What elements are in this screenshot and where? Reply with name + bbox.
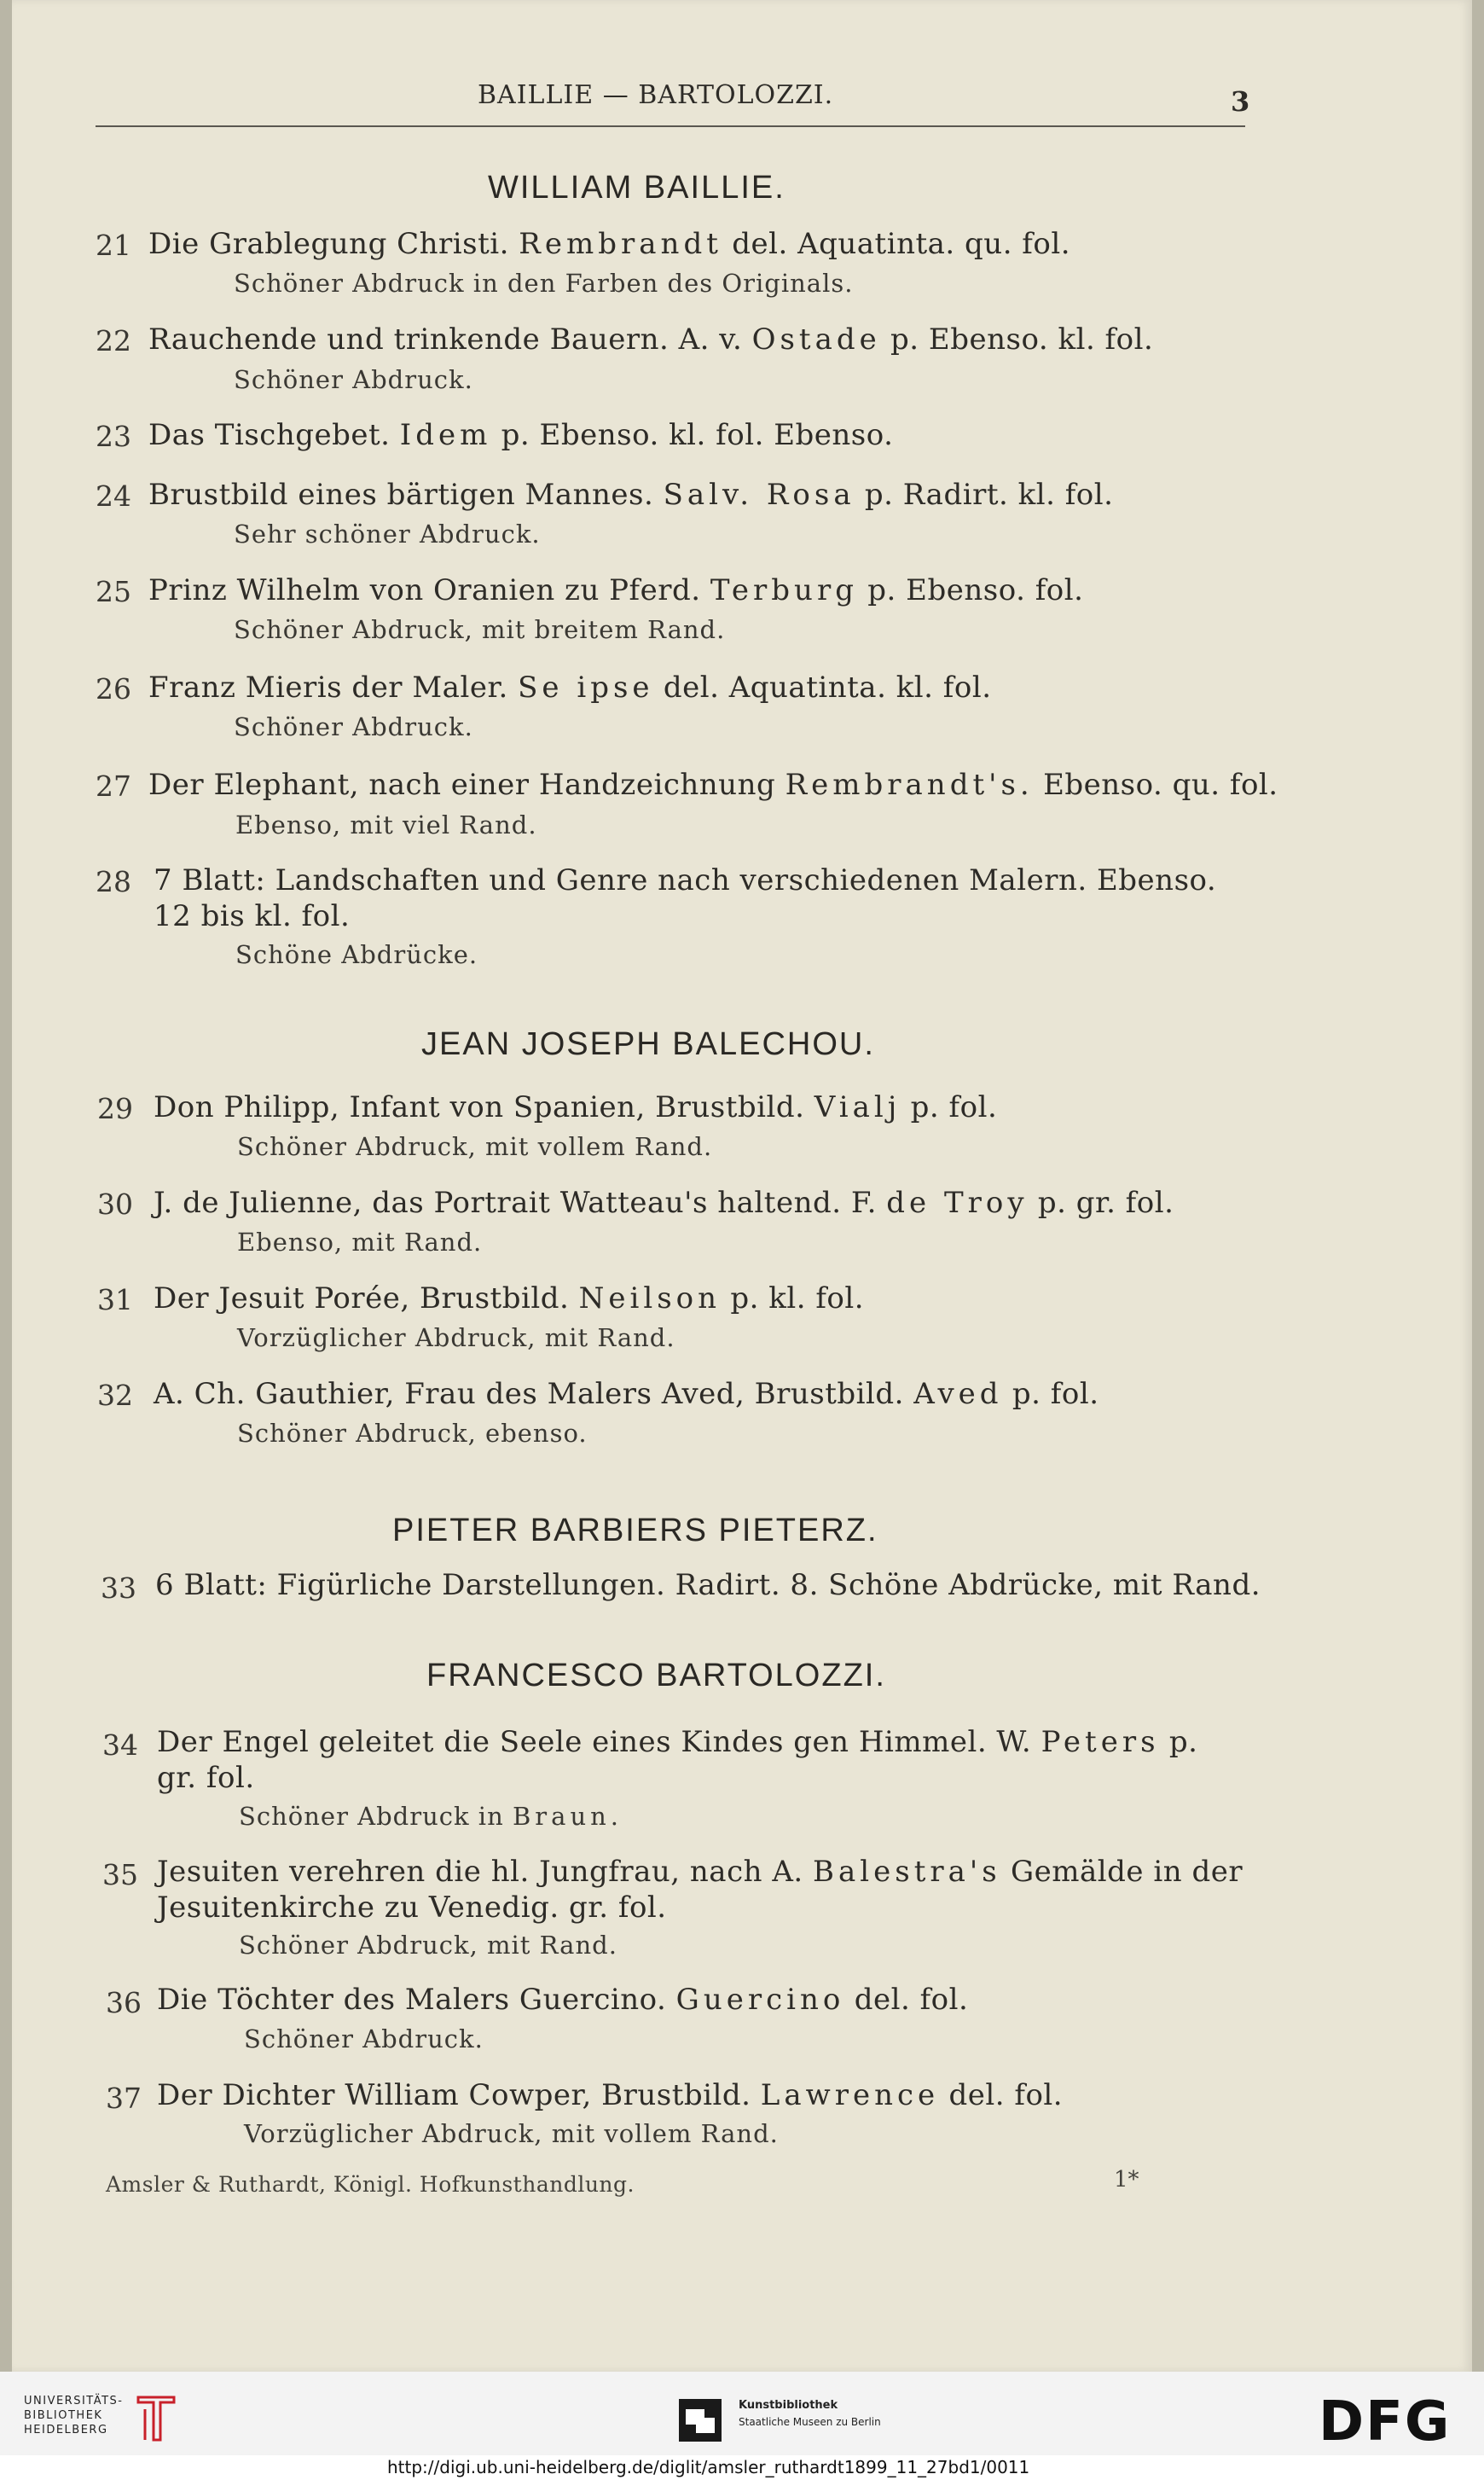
running-title: BAILLIE — BARTOLOZZI. xyxy=(478,80,834,110)
publisher-imprint: Amsler & Ruthardt, Königl. Hofkunsthandlung. xyxy=(106,2172,635,2197)
page-number: 3 xyxy=(1231,85,1250,118)
entry-title: Rauchende und trinkende Bauern. A. v. Ostade p. Ebenso. kl. fol. xyxy=(148,322,1154,357)
entry-number: 22 xyxy=(96,324,131,357)
entry-number: 21 xyxy=(96,229,131,262)
digitization-footer xyxy=(0,2372,1484,2455)
entry-number: 23 xyxy=(96,420,131,453)
entry-note: Sehr schöner Abdruck. xyxy=(234,520,541,549)
entry-title: Der Dichter William Cowper, Brustbild. Lawrence del. fol. xyxy=(157,2078,1064,2112)
library-name-line1: UNIVERSITÄTS- xyxy=(24,2395,124,2407)
entry-number: 31 xyxy=(97,1283,133,1316)
entry-title: 6 Blatt: Figürliche Darstellungen. Radirt. 8. Schöne Abdrücke, mit Rand. xyxy=(155,1568,1261,1602)
entry-title: Der Engel geleitet die Seele eines Kindes gen Himmel. W. Peters p. xyxy=(157,1725,1198,1759)
header-rule xyxy=(96,125,1245,127)
entry-title: Die Töchter des Malers Guercino. Guercino del. fol. xyxy=(157,1983,969,2017)
library-name-line3: HEIDELBERG xyxy=(24,2424,108,2436)
kunstbibliothek-subtitle: Staatliche Museen zu Berlin xyxy=(739,2416,881,2428)
entry-note: Schöner Abdruck, ebenso. xyxy=(237,1419,588,1448)
entry-title: Das Tischgebet. Idem p. Ebenso. kl. fol. Ebenso. xyxy=(148,418,894,452)
section-heading-baillie: WILLIAM BAILLIE. xyxy=(488,170,785,206)
section-heading-balechou: JEAN JOSEPH BALECHOU. xyxy=(421,1026,875,1062)
section-heading-barbiers: PIETER BARBIERS PIETERZ. xyxy=(392,1513,878,1548)
entry-number: 27 xyxy=(96,770,131,803)
kunstbibliothek-title: Kunstbibliothek xyxy=(739,2399,838,2412)
entry-title-continued: gr. fol. xyxy=(157,1761,255,1795)
entry-note: Schöner Abdruck. xyxy=(234,365,473,394)
entry-number: 24 xyxy=(96,479,131,513)
entry-note: Schöne Abdrücke. xyxy=(235,940,478,969)
entry-note: Schöner Abdruck. xyxy=(244,2024,484,2053)
entry-number: 37 xyxy=(106,2082,142,2115)
entry-title: Die Grablegung Christi. Rembrandt del. Aquatinta. qu. fol. xyxy=(148,227,1071,261)
entry-title: 7 Blatt: Landschaften und Genre nach verschiedenen Malern. Ebenso. xyxy=(154,863,1217,897)
entry-note: Schöner Abdruck in den Farben des Originals. xyxy=(234,269,854,298)
library-emblem-icon xyxy=(135,2392,177,2445)
entry-number: 25 xyxy=(96,575,131,608)
entry-title: A. Ch. Gauthier, Frau des Malers Aved, Brustbild. Aved p. fol. xyxy=(154,1377,1099,1411)
entry-number: 30 xyxy=(97,1188,133,1221)
entry-note: Ebenso, mit viel Rand. xyxy=(235,810,537,839)
entry-title-continued: 12 bis kl. fol. xyxy=(154,899,351,933)
entry-title: Brustbild eines bärtigen Mannes. Salv. Rosa p. Radirt. kl. fol. xyxy=(148,478,1114,512)
permalink-url[interactable]: http://digi.ub.uni-heidelberg.de/diglit/amsler_ruthardt1899_11_27bd1/0011 xyxy=(387,2457,1030,2477)
entry-number: 34 xyxy=(102,1728,138,1762)
entry-note: Schöner Abdruck, mit Rand. xyxy=(239,1931,617,1960)
entry-title: J. de Julienne, das Portrait Watteau's haltend. F. de Troy p. gr. fol. xyxy=(154,1186,1174,1220)
entry-title: Franz Mieris der Maler. Se ipse del. Aquatinta. kl. fol. xyxy=(148,671,992,705)
kunstbibliothek-emblem-icon xyxy=(679,2399,722,2442)
entry-note: Schöner Abdruck, mit breitem Rand. xyxy=(234,615,726,644)
entry-note: Vorzüglicher Abdruck, mit vollem Rand. xyxy=(244,2119,779,2148)
entry-number: 35 xyxy=(102,1858,138,1891)
entry-title: Prinz Wilhelm von Oranien zu Pferd. Terburg p. Ebenso. fol. xyxy=(148,573,1084,607)
entry-title: Der Elephant, nach einer Handzeichnung Rembrandt's. Ebenso. qu. fol. xyxy=(148,768,1278,802)
library-logo[interactable] xyxy=(24,2394,124,2437)
entry-note: Ebenso, mit Rand. xyxy=(237,1228,483,1257)
library-name-line2: BIBLIOTHEK xyxy=(24,2409,103,2422)
entry-note: Vorzüglicher Abdruck, mit Rand. xyxy=(237,1323,675,1352)
entry-note: Schöner Abdruck, mit vollem Rand. xyxy=(237,1132,713,1161)
entry-title: Jesuiten verehren die hl. Jungfrau, nach A. Balestra's Gemälde in der xyxy=(157,1855,1243,1889)
entry-title: Der Jesuit Porée, Brustbild. Neilson p. kl. fol. xyxy=(154,1281,865,1316)
entry-title: Don Philipp, Infant von Spanien, Brustbild. Vialj p. fol. xyxy=(154,1090,998,1124)
section-heading-bartolozzi: FRANCESCO BARTOLOZZI. xyxy=(426,1658,886,1693)
signature-mark: 1* xyxy=(1114,2167,1139,2193)
entry-note: Schöner Abdruck. xyxy=(234,712,473,741)
entry-number: 29 xyxy=(97,1092,133,1125)
dfg-logo[interactable]: DFG xyxy=(1319,2390,1452,2454)
entry-number: 28 xyxy=(96,865,131,898)
entry-title-continued: Jesuitenkirche zu Venedig. gr. fol. xyxy=(157,1890,667,1925)
entry-number: 33 xyxy=(101,1571,136,1605)
entry-number: 32 xyxy=(97,1379,133,1412)
entry-number: 36 xyxy=(106,1986,142,2019)
entry-note: Schöner Abdruck in Braun. xyxy=(239,1802,623,1831)
entry-number: 26 xyxy=(96,672,131,706)
